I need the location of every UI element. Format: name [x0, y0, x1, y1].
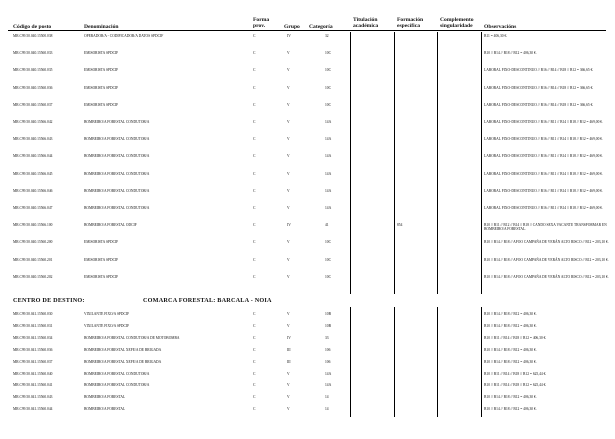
- cell-denom: EMISORISTA SPDCIF: [84, 68, 119, 73]
- cell-grupo: V: [287, 371, 290, 376]
- cell-cat: 14A: [325, 383, 332, 388]
- cell-cat: 10C: [325, 257, 331, 262]
- header-forma-prov: Forma prov.: [253, 17, 270, 30]
- cell-grupo: V: [287, 137, 290, 142]
- cell-obs: B10 // B11 // B14 // B18 // B12 = 406,30 €.: [484, 335, 547, 340]
- cell-cat: 14A: [325, 206, 332, 210]
- cell-obs: B10 // B14 // B18 // B12 = 406,30 €.: [484, 323, 537, 328]
- header-codigo: Código de posto: [13, 24, 52, 30]
- cell-denom: VIXILANTE FIXO/A SPDCIF: [84, 323, 130, 328]
- cell-codigo: MR.C99.50.040.15566.042: [13, 120, 53, 124]
- cell-cat: 14A: [325, 137, 332, 142]
- cell-obs: LABORAL FIXO-DESCONTINUO // B16 // B14 // B18 // B12 = 366,65 €.: [484, 102, 594, 107]
- cell-codigo: MR.C99.50.040.15560.200: [13, 240, 53, 245]
- cell-grupo: V: [287, 206, 290, 210]
- cell-denom: BOMBEIRO/A FORESTAL XEFE/A DE BRIGADA: [84, 347, 162, 352]
- cell-denom: EMISORISTA SPDCIF: [84, 274, 119, 279]
- header-denominacion: Denominación: [84, 24, 119, 30]
- cell-codigo: MR.C99.50.041.15560.036: [13, 347, 53, 352]
- cell-denom: EMISORISTA SPDCIF: [84, 257, 119, 262]
- cell-obs: LABORAL FIXO-DESCONTINUO // B16 // B14 // B18 // B12 = 366,65 €.: [484, 68, 594, 73]
- header-grupo: Grupo: [284, 24, 300, 30]
- cell-codigo: MR.C99.50.041.15560.041: [13, 383, 53, 388]
- cell-grupo: V: [287, 323, 290, 328]
- cell-codigo: MR.C99.50.040.15566.046: [13, 188, 53, 193]
- cell-denom: EMISORISTA SPDCIF: [84, 51, 119, 56]
- cell-codigo: MR.C99.50.040.15560.033: [13, 51, 53, 56]
- cell-cat: 10C: [325, 85, 331, 90]
- cell-codigo: MR.C99.50.040.15560.037: [13, 102, 53, 107]
- cell-codigo: MR.C99.50.041.15560.040: [13, 371, 53, 376]
- cell-cat: 10B: [325, 323, 331, 328]
- cell-denom: BOMBEIRO/A FORESTAL CONDUTOR/A DE MOTOBOMBA: [84, 335, 180, 340]
- cell-grupo: V: [287, 68, 290, 73]
- cell-forma: C: [253, 240, 256, 245]
- cell-forma: C: [253, 359, 256, 364]
- cell-obs: B10 // B11 // B14 // B18 // B12 = 625,44 €.: [484, 371, 547, 376]
- header-formacion: Formación específica: [397, 17, 424, 30]
- cell-grupo: III: [287, 347, 291, 352]
- cell-obs: B10 // B14 // B18 // B12 = 406,30 €.: [484, 359, 537, 364]
- cell-denom: OPERADOR/A - CODIFICADOR/A DATOS SPDCIF: [84, 34, 164, 38]
- cell-grupo: V: [287, 257, 290, 262]
- col-rule-2: [394, 32, 395, 294]
- cell-forma: C: [253, 120, 256, 124]
- cell-forma: C: [253, 68, 256, 73]
- cell-cat: 32: [325, 34, 329, 38]
- cell-cat: 10C: [325, 102, 331, 107]
- col-rule-6: [394, 307, 395, 417]
- cell-cat: 10C: [325, 68, 331, 73]
- cell-obs: LABORAL FIXO-DESCONTINUO // B16 // B14 // B18 // B12 = 366,65 €.: [484, 85, 594, 90]
- cell-grupo: IV: [287, 34, 291, 38]
- cell-grupo: V: [287, 171, 290, 176]
- cell-codigo: MR.C99.50.040.15566.100: [13, 223, 53, 228]
- cell-grupo: V: [287, 395, 290, 400]
- header-complemento: Complemento singularidade: [440, 17, 474, 30]
- cell-cat: 14A: [325, 171, 332, 176]
- cell-formacion: 854: [397, 223, 403, 228]
- cell-forma: C: [253, 154, 256, 159]
- cell-cat: 106: [325, 347, 331, 352]
- cell-grupo: V: [287, 274, 290, 279]
- cell-obs: LABORAL FIXO-DESCONTINUO // B16 // B11 // B14 // B18 // B12 = 469,00 €.: [484, 120, 603, 124]
- cell-cat: 14A: [325, 154, 332, 159]
- cell-grupo: IV: [287, 223, 291, 228]
- cell-codigo: MR.C99.50.040.15560.201: [13, 257, 53, 262]
- cell-forma: C: [253, 223, 256, 228]
- cell-obs: B10 // B14 // B18 // AFOO CAMPAÑA DE VERÁN ALTO RISCO // B12 = 203,10 €.: [484, 274, 609, 279]
- cell-grupo: V: [287, 188, 290, 193]
- cell-grupo: V: [287, 312, 290, 316]
- cell-forma: C: [253, 137, 256, 142]
- cell-denom: VIXILANTE FIXO/A SPDCIF: [84, 312, 130, 316]
- header-categoria: Categoría: [309, 24, 333, 30]
- cell-obs: B10 // B14 // B18 // B12 = 406,30 €.: [484, 312, 537, 316]
- cell-obs: B10 // B14 // B18 // B12 = 406,30 €.: [484, 395, 537, 400]
- col-rule-4: [481, 32, 482, 294]
- col-rule-7: [437, 307, 438, 417]
- cell-forma: C: [253, 257, 256, 262]
- cell-codigo: MR.C99.50.040.15566.047: [13, 206, 53, 210]
- cell-forma: C: [253, 171, 256, 176]
- cell-codigo: MR.C99.50.041.15560.031: [13, 323, 53, 328]
- header-titulacion: Titulación académica: [353, 17, 379, 30]
- cell-cat: 41: [325, 223, 329, 228]
- cell-denom: BOMBEIRO/A FORESTAL CONDUTOR/A: [84, 371, 150, 376]
- header-observacions: Observacións: [484, 24, 517, 30]
- cell-obs: LABORAL FIXO-DESCONTINUO // B16 // B11 // B14 // B18 // B12 = 469,00 €.: [484, 171, 603, 176]
- cell-denom: EMISORISTA SPDCIF: [84, 102, 119, 107]
- cell-forma: C: [253, 371, 256, 376]
- cell-codigo: MR.C99.50.040.15566.045: [13, 171, 53, 176]
- cell-obs: B10 // B11 // B14 // B18 // B12 = 625,44 €.: [484, 383, 547, 388]
- cell-denom: BOMBEIRO/A FORESTAL ODCIF: [84, 223, 137, 228]
- cell-forma: C: [253, 383, 256, 388]
- cell-grupo: V: [287, 85, 290, 90]
- cell-denom: BOMBEIRO/A FORESTAL CONDUTOR/A: [84, 171, 150, 176]
- cell-obs: B10 // B14 // B18 // AFOO CAMPAÑA DE VERÁN ALTO RISCO // B12 = 203,10 €.: [484, 240, 609, 245]
- cell-cat: 10C: [325, 240, 331, 245]
- cell-forma: C: [253, 51, 256, 56]
- cell-obs: B10 // B14 // B18 // B12 = 406,30 €.: [484, 51, 537, 56]
- cell-forma: C: [253, 395, 256, 400]
- cell-grupo: V: [287, 240, 290, 245]
- cell-cat: 106: [325, 359, 331, 364]
- cell-codigo: MR.C99.50.040.15560.202: [13, 274, 53, 279]
- cell-forma: C: [253, 312, 256, 316]
- cell-forma: C: [253, 347, 256, 352]
- col-rule-8: [481, 307, 482, 417]
- cell-denom: EMISORISTA SPDCIF: [84, 85, 119, 90]
- cell-obs: B10 // B14 // B18 // B12 = 406,30 €.: [484, 407, 537, 412]
- cell-obs: LABORAL FIXO-DESCONTINUO // B16 // B11 // B14 // B18 // B12 = 469,00 €.: [484, 154, 603, 159]
- cell-codigo: MR.C99.50.040.15560.036: [13, 85, 53, 90]
- cell-codigo: MR.C99.50.041.15560.043: [13, 395, 53, 400]
- cell-grupo: V: [287, 407, 290, 412]
- header-rule: [8, 30, 606, 31]
- cell-forma: C: [253, 274, 256, 279]
- cell-denom: BOMBEIRO/A FORESTAL CONDUTOR/A: [84, 206, 150, 210]
- cell-denom: BOMBEIRO/A FORESTAL CONDUTOR/A: [84, 137, 150, 142]
- cell-cat: 10C: [325, 51, 331, 56]
- cell-denom: BOMBEIRO/A FORESTAL: [84, 407, 126, 412]
- cell-grupo: V: [287, 120, 290, 124]
- col-rule-3: [437, 32, 438, 294]
- col-rule-5: [350, 307, 351, 417]
- cell-codigo: MR.C99.50.041.15560.037: [13, 359, 53, 364]
- cell-forma: C: [253, 335, 256, 340]
- cell-forma: C: [253, 407, 256, 412]
- cell-grupo: III: [287, 359, 291, 364]
- cell-cat: 14: [325, 407, 329, 412]
- cell-obs: B11 = 406,30 €.: [484, 34, 508, 38]
- cell-forma: C: [253, 206, 256, 210]
- cell-cat: 10B: [325, 312, 331, 316]
- cell-cat: 33: [325, 335, 329, 340]
- cell-codigo: MR.C99.50.040.15566.044: [13, 154, 53, 159]
- cell-grupo: IV: [287, 335, 291, 340]
- cell-denom: BOMBEIRO/A FORESTAL CONDUTOR/A: [84, 120, 150, 124]
- cell-grupo: V: [287, 51, 290, 56]
- cell-denom: BOMBEIRO/A FORESTAL CONDUTOR/A: [84, 383, 150, 388]
- cell-obs: B10 // B14 // B18 // AFOO CAMPAÑA DE VERÁN ALTO RISCO // B12 = 203,10 €.: [484, 257, 609, 262]
- cell-grupo: V: [287, 154, 290, 159]
- cell-codigo: MR.C99.50.041.15560.030: [13, 312, 53, 316]
- cell-forma: C: [253, 102, 256, 107]
- cell-codigo: MR.C99.50.040.15560.035: [13, 68, 53, 73]
- col-rule-1: [350, 32, 351, 294]
- cell-cat: 14: [325, 395, 329, 400]
- cell-cat: 14A: [325, 188, 332, 193]
- cell-obs: LABORAL FIXO-DESCONTINUO // B16 // B11 // B14 // B18 // B12 = 469,00 €.: [484, 188, 603, 193]
- cell-grupo: V: [287, 102, 290, 107]
- section-label: CENTRO DE DESTINO:: [13, 297, 85, 304]
- cell-cat: 14A: [325, 371, 332, 376]
- cell-forma: C: [253, 323, 256, 328]
- cell-denom: BOMBEIRO/A FORESTAL XEFE/A DE BRIGADA: [84, 359, 162, 364]
- cell-cat: 14A: [325, 120, 332, 124]
- section-value: COMARCA FORESTAL: BARCALA - NOIA: [143, 297, 272, 304]
- cell-denom: BOMBEIRO/A FORESTAL CONDUTOR/A: [84, 154, 150, 159]
- cell-obs: LABORAL FIXO-DESCONTINUO // B16 // B11 // B14 // B18 // B12 = 469,00 €.: [484, 206, 603, 210]
- cell-denom: BOMBEIRO/A FORESTAL: [84, 395, 126, 400]
- cell-codigo: MR.C99.50.040.15500.038: [13, 34, 53, 38]
- cell-grupo: V: [287, 383, 290, 388]
- cell-obs: LABORAL FIXO-DESCONTINUO // B16 // B11 // B14 // B18 // B12 = 469,00 €.: [484, 137, 603, 142]
- cell-forma: C: [253, 85, 256, 90]
- cell-denom: BOMBEIRO/A FORESTAL CONDUTOR/A: [84, 188, 150, 193]
- cell-forma: C: [253, 188, 256, 193]
- cell-forma: C: [253, 34, 256, 38]
- cell-denom: EMISORISTA SPDCIF: [84, 240, 119, 245]
- cell-codigo: MR.C99.50.041.15560.044: [13, 407, 53, 412]
- cell-cat: 10C: [325, 274, 331, 279]
- cell-codigo: MR.C99.50.040.15566.043: [13, 137, 53, 142]
- cell-obs: B10 // B11 // B12 // B14 // B18 // CANDO SEXA VACANTE TRANSFORMAR EN BOMBEIRO/A FORESTAL.: [484, 223, 607, 232]
- cell-codigo: MR.C99.50.041.15560.034: [13, 335, 53, 340]
- cell-obs: B10 // B14 // B18 // B12 = 406,30 €.: [484, 347, 537, 352]
